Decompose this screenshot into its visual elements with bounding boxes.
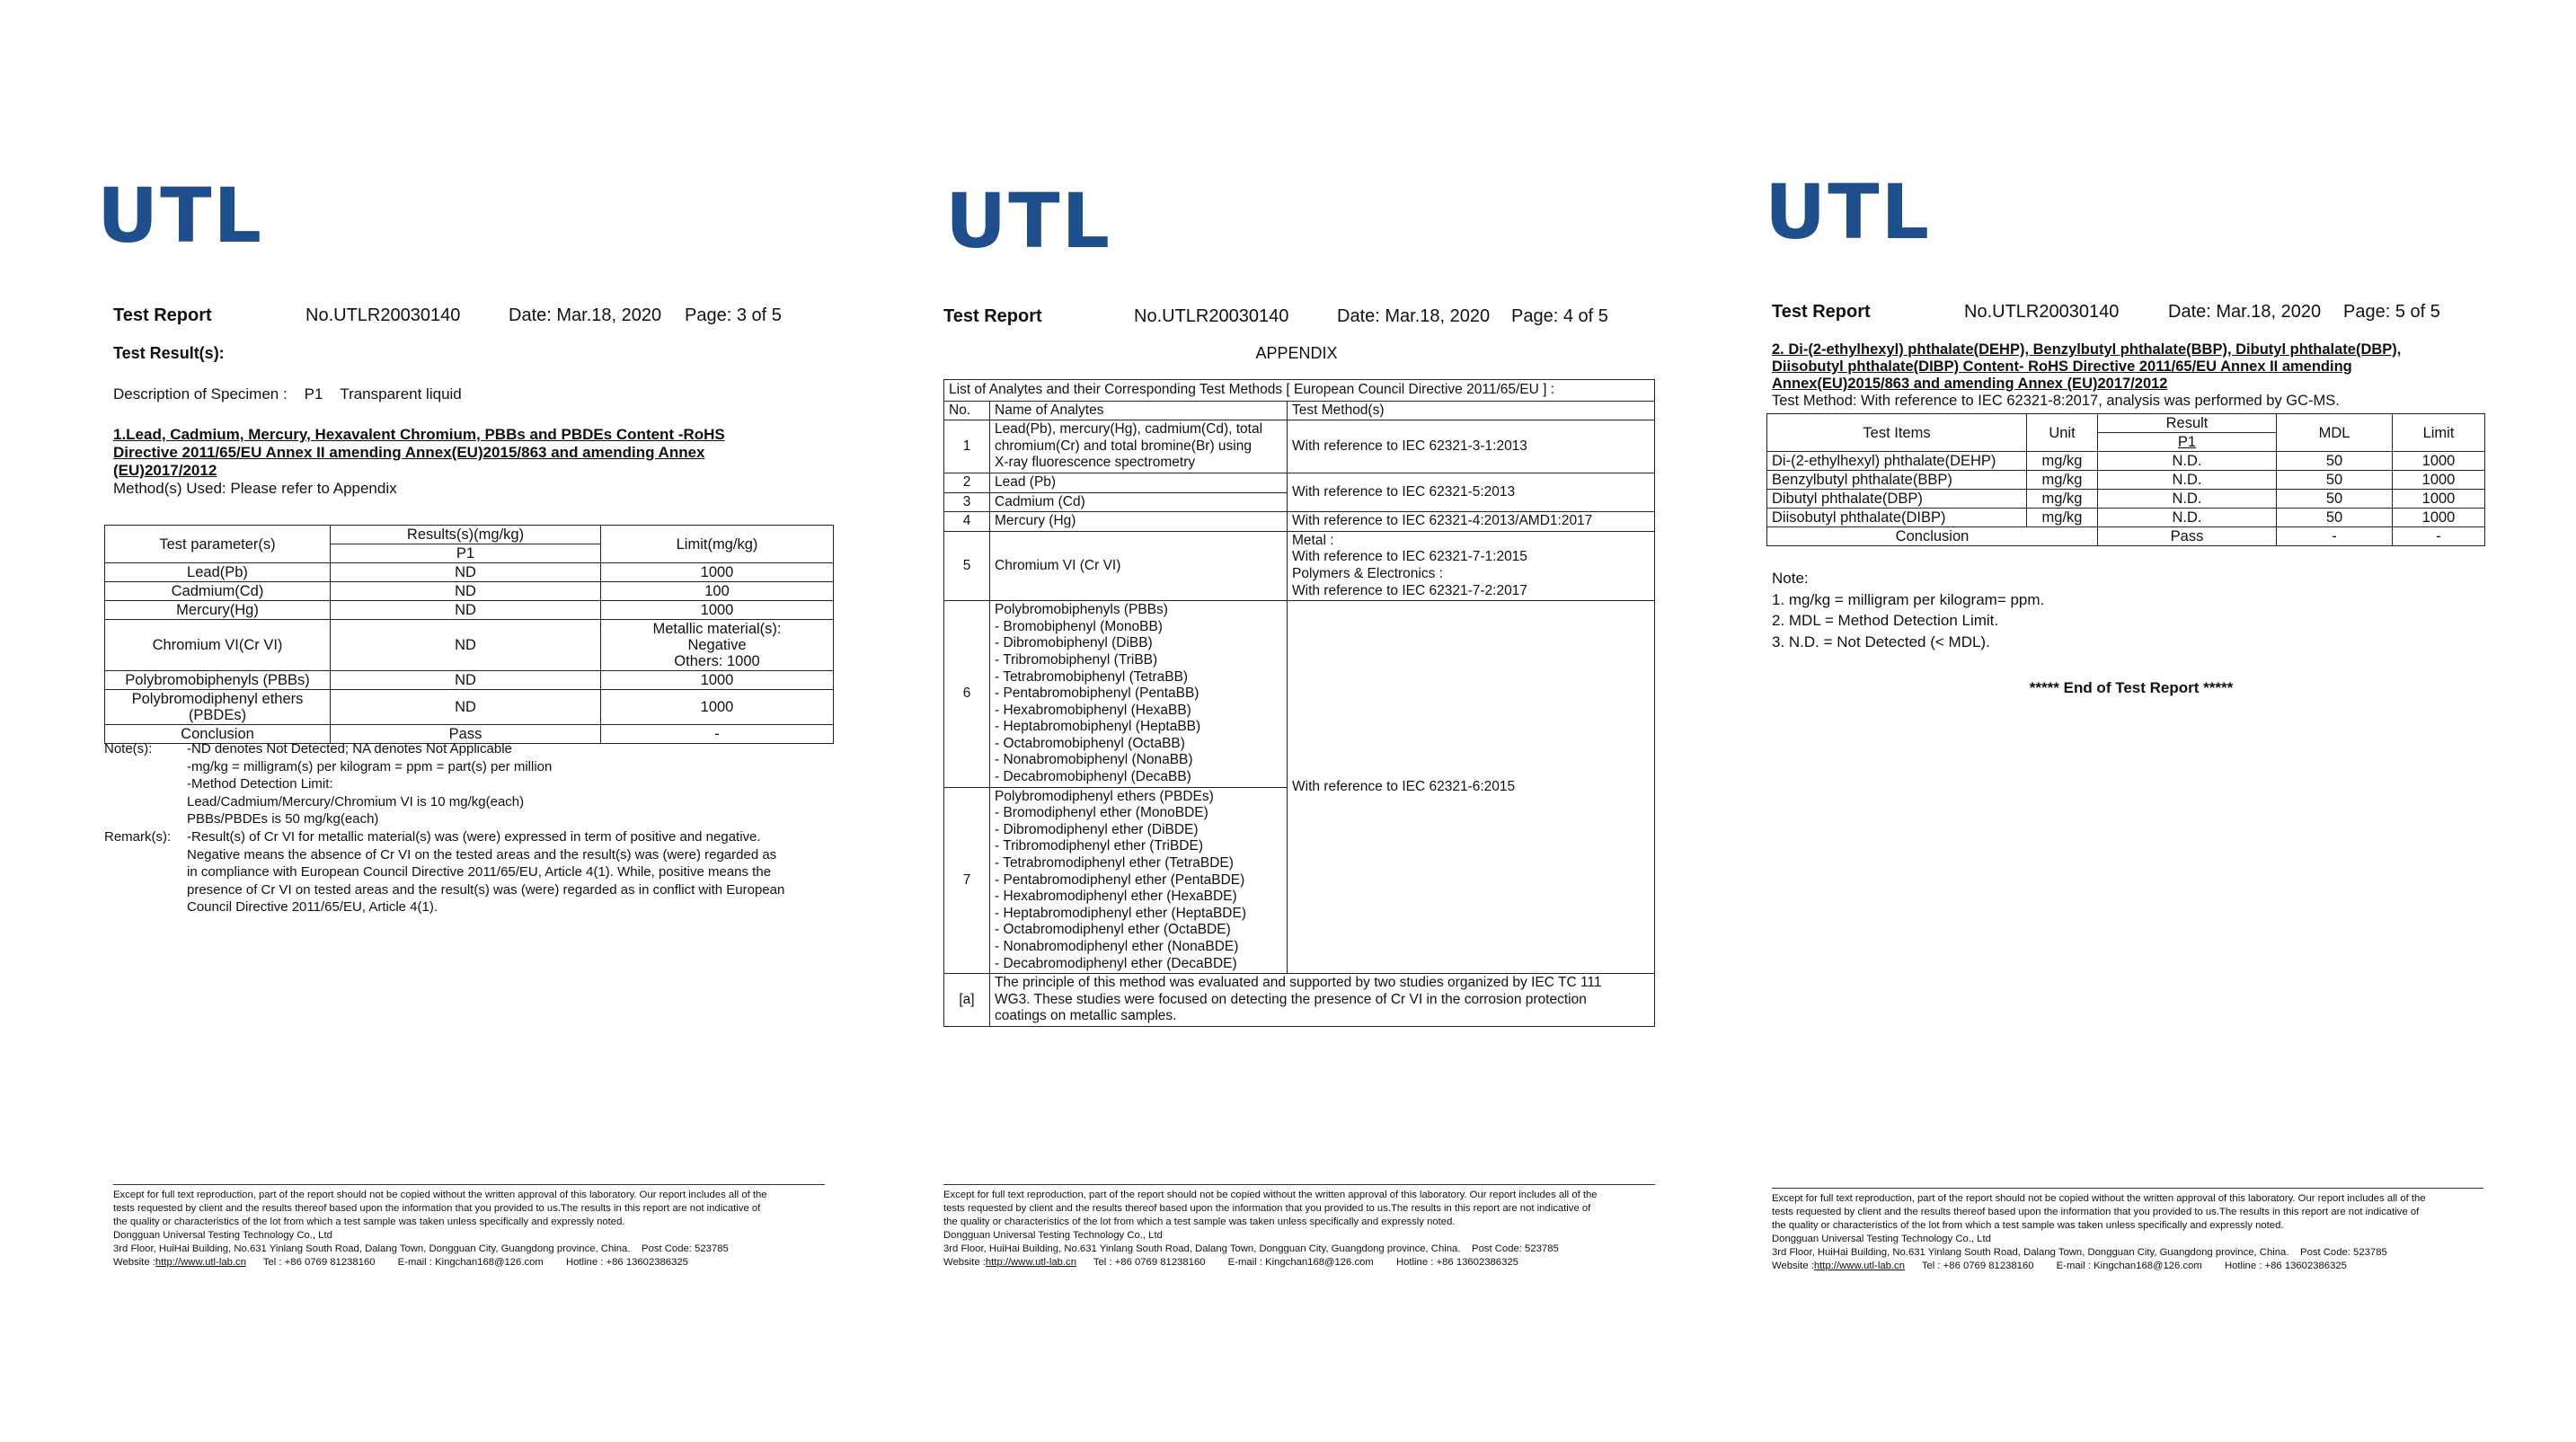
unit-cell: mg/kg bbox=[2027, 452, 2098, 471]
list-item: Polybromodiphenyl ethers (PBDEs) bbox=[995, 788, 1214, 804]
analyte-line: Lead(Pb), mercury(Hg), cadmium(Cd), total bbox=[995, 421, 1263, 438]
table-row bbox=[1767, 490, 2485, 509]
param-cell: Conclusion bbox=[105, 725, 331, 744]
list-item: - Bromobiphenyl (MonoBB) bbox=[995, 618, 1163, 634]
table-row bbox=[105, 690, 834, 725]
report-date: Date: Mar.18, 2020 bbox=[509, 305, 662, 325]
footer-website-link[interactable]: http://www.utl-lab.cn bbox=[155, 1257, 246, 1268]
list-item: - Heptabromodiphenyl ether (HeptaBDE) bbox=[995, 905, 1246, 921]
header-results: Results(s)(mg/kg) bbox=[331, 526, 601, 544]
header-method: Test Method(s) bbox=[1288, 401, 1655, 420]
footer-company: Dongguan Universal Testing Technology Co., Ltd bbox=[113, 1230, 332, 1241]
utl-logo: UTL bbox=[97, 172, 264, 260]
footnote-text bbox=[990, 974, 1655, 1027]
result-cell: N.D. bbox=[2098, 490, 2277, 509]
footer-email: E-mail : Kingchan168@126.com bbox=[397, 1257, 544, 1268]
footer-website-label: Website : bbox=[1772, 1261, 1814, 1271]
table-row bbox=[105, 601, 834, 620]
page-header bbox=[113, 305, 782, 326]
limit-line: Metallic material(s): bbox=[652, 621, 782, 637]
footer-website-label: Website : bbox=[943, 1257, 986, 1268]
note-line: -mg/kg = milligram(s) per kilogram = ppm = part(s) per million bbox=[187, 758, 553, 774]
method-line: Polymers & Electronics : bbox=[1292, 565, 1443, 581]
footer-post-code: Post Code: 523785 bbox=[2300, 1247, 2387, 1258]
mdl-cell: 50 bbox=[2277, 490, 2393, 509]
analyte-cell: Cadmium (Cd) bbox=[990, 492, 1288, 512]
report-date: Date: Mar.18, 2020 bbox=[2168, 302, 2322, 322]
list-item: - Hexabromodiphenyl ether (HexaBDE) bbox=[995, 889, 1237, 905]
result-cell: N.D. bbox=[2098, 509, 2277, 527]
analytes-table bbox=[943, 379, 1655, 1027]
footer-disclaimer-line: tests requested by client and the results thereof based upon the information that you provided to us.The results in this report are not indicative of bbox=[113, 1203, 761, 1214]
specimen-id: P1 bbox=[304, 385, 323, 403]
footer-company: Dongguan Universal Testing Technology Co., Ltd bbox=[943, 1230, 1163, 1241]
footer-divider bbox=[113, 1184, 825, 1185]
method-used: Method(s) Used: Please refer to Appendix bbox=[113, 480, 397, 497]
conclusion-limit: - bbox=[2393, 527, 2485, 546]
list-item: - Tetrabromobiphenyl (TetraBB) bbox=[995, 668, 1189, 685]
phthalate-table bbox=[1766, 413, 2485, 546]
list-item: - Pentabromodiphenyl ether (PentaBDE) bbox=[995, 871, 1245, 888]
limit-cell: - bbox=[601, 725, 834, 744]
item-cell: Dibutyl phthalate(DBP) bbox=[1767, 490, 2027, 509]
analyte-cell bbox=[990, 420, 1288, 473]
param-cell: Cadmium(Cd) bbox=[105, 582, 331, 601]
limit-cell: 1000 bbox=[601, 563, 834, 582]
footer-tel: Tel : +86 0769 81238160 bbox=[1921, 1261, 2034, 1271]
footer-divider bbox=[1772, 1188, 2483, 1189]
end-of-report: ***** End of Test Report ***** bbox=[2029, 679, 2234, 696]
footer-website-link[interactable]: http://www.utl-lab.cn bbox=[1813, 1261, 1905, 1271]
table-row bbox=[105, 620, 834, 671]
list-item: - Hexabromobiphenyl (HexaBB) bbox=[995, 702, 1191, 718]
analyte-cell: Mercury (Hg) bbox=[990, 512, 1288, 532]
analyte-line: X-ray fluorescence spectrometry bbox=[995, 455, 1196, 471]
section-title-line: (EU)2017/2012 bbox=[113, 462, 217, 479]
report-page-5 bbox=[1763, 0, 2500, 1442]
page-header bbox=[1772, 302, 2440, 323]
limit-cell: 1000 bbox=[601, 671, 834, 690]
result-cell: N.D. bbox=[2098, 471, 2277, 490]
test-result-heading: Test Result(s): bbox=[113, 344, 225, 362]
conclusion-row bbox=[1767, 527, 2485, 546]
result-cell: ND bbox=[331, 601, 601, 620]
table-row: 2 Lead (Pb) With reference to IEC 62321-5:2013 bbox=[944, 473, 1655, 492]
specimen-description bbox=[113, 385, 462, 403]
note-line: 3. N.D. = Not Detected (< MDL). bbox=[1772, 633, 1990, 650]
remark-line: Council Directive 2011/65/EU, Article 4(1). bbox=[187, 899, 438, 916]
specimen-label: Description of Specimen : bbox=[113, 385, 288, 403]
specimen-desc: Transparent liquid bbox=[340, 385, 462, 403]
limit-cell: 1000 bbox=[2393, 452, 2485, 471]
header-result: Result bbox=[2098, 414, 2277, 433]
header-unit: Unit bbox=[2027, 414, 2098, 452]
limit-cell: 1000 bbox=[601, 601, 834, 620]
method-cell bbox=[1288, 531, 1655, 600]
list-item: - Tribromobiphenyl (TriBB) bbox=[995, 651, 1158, 668]
limit-cell bbox=[601, 620, 834, 671]
footer-disclaimer-line: Except for full text reproduction, part of the report should not be copied without the written approval of this laboratory. Our report includes all of the bbox=[113, 1190, 767, 1200]
footer-address: 3rd Floor, HuiHai Building, No.631 Yinlang South Road, Dalang Town, Dongguan City, Guangdong province, China. bbox=[113, 1243, 631, 1254]
section-title-line: Annex(EU)2015/863 and amending Annex (EU)2017/2012 bbox=[1772, 376, 2168, 392]
list-item: - Tribromodiphenyl ether (TriBDE) bbox=[995, 838, 1203, 854]
remark-line: Negative means the absence of Cr VI on the tested areas and the result(s) was (were) regarded as bbox=[187, 846, 777, 863]
list-item: - Decabromodiphenyl ether (DecaBDE) bbox=[995, 955, 1237, 971]
table-row: 5 Chromium VI (Cr VI) Metal : With reference to IEC 62321-7-1:2015 Polymers & Electronics : With reference to IEC 62321-7-2:2017 bbox=[944, 531, 1655, 600]
param-cell: Polybromobiphenyls (PBBs) bbox=[105, 671, 331, 690]
method-cell: With reference to IEC 62321-4:2013/AMD1:2017 bbox=[1288, 512, 1655, 532]
utl-logo: UTL bbox=[945, 177, 1112, 265]
section-title-line: Diisobutyl phthalate(DIBP) Content- RoHS Directive 2011/65/EU Annex II amending bbox=[1772, 358, 2352, 375]
note-line: 1. mg/kg = milligram per kilogram= ppm. bbox=[1772, 590, 2045, 608]
footer-email: E-mail : Kingchan168@126.com bbox=[1227, 1257, 1374, 1268]
header-limit: Limit(mg/kg) bbox=[601, 526, 834, 563]
footer-disclaimer-line: the quality or characteristics of the lot from which a test sample was taken unless specifically and expressly noted. bbox=[943, 1216, 1456, 1227]
table-caption: List of Analytes and their Corresponding Test Methods [ European Council Directive 2011/65/EU ] : bbox=[944, 380, 1655, 402]
note-line: PBBs/PBDEs is 50 mg/kg(each) bbox=[187, 811, 379, 827]
remark-line: in compliance with European Council Directive 2011/65/EU, Article 4(1). While, positive means the bbox=[187, 864, 772, 880]
list-item: - Bromodiphenyl ether (MonoBDE) bbox=[995, 805, 1208, 821]
footer-post-code: Post Code: 523785 bbox=[1472, 1243, 1559, 1254]
footer-hotline: Hotline : +86 13602386325 bbox=[1395, 1257, 1518, 1268]
remark-line: presence of Cr VI on tested areas and the result(s) was (were) regarded as in conflict with European bbox=[187, 881, 785, 898]
analyte-line: chromium(Cr) and total bromine(Br) using bbox=[995, 438, 1252, 454]
page-footer bbox=[113, 1184, 825, 1269]
footer-disclaimer-line: Except for full text reproduction, part of the report should not be copied without the written approval of this laboratory. Our report includes all of the bbox=[1772, 1193, 2426, 1204]
notes-block bbox=[104, 740, 850, 916]
footer-website-link[interactable]: http://www.utl-lab.cn bbox=[985, 1257, 1076, 1268]
method-cell: With reference to IEC 62321-5:2013 bbox=[1288, 473, 1655, 511]
page-number: Page: 5 of 5 bbox=[2343, 302, 2440, 322]
remark-line: -Result(s) of Cr VI for metallic material(s) was (were) expressed in term of positive and negative. bbox=[187, 828, 761, 845]
param-cell: Lead(Pb) bbox=[105, 563, 331, 582]
page-footer bbox=[1772, 1188, 2483, 1273]
appendix-title: APPENDIX bbox=[1255, 344, 1338, 362]
note-line: 2. MDL = Method Detection Limit. bbox=[1772, 612, 1999, 629]
limit-line: Others: 1000 bbox=[674, 653, 760, 669]
footer-tel: Tel : +86 0769 81238160 bbox=[1093, 1257, 1206, 1268]
method-cell: With reference to IEC 62321-3-1:2013 bbox=[1288, 420, 1655, 473]
limit-cell: 1000 bbox=[2393, 509, 2485, 527]
mdl-cell: 50 bbox=[2277, 471, 2393, 490]
item-cell: Benzylbutyl phthalate(BBP) bbox=[1767, 471, 2027, 490]
param-line: Polybromodiphenyl ethers bbox=[131, 691, 304, 707]
results-table bbox=[104, 525, 834, 744]
item-cell: Diisobutyl phthalate(DIBP) bbox=[1767, 509, 2027, 527]
table-row bbox=[105, 582, 834, 601]
note-line: Lead/Cadmium/Mercury/Chromium VI is 10 mg/kg(each) bbox=[187, 793, 525, 809]
result-cell: ND bbox=[331, 671, 601, 690]
page-footer bbox=[943, 1184, 1655, 1269]
table-row: 1 Lead(Pb), mercury(Hg), cadmium(Cd), total chromium(Cr) and total bromine(Br) using X-ray fluorescence spectrometry With reference to IEC 62321-3-1:2013 bbox=[944, 420, 1655, 473]
result-cell: N.D. bbox=[2098, 452, 2277, 471]
report-number: No.UTLR20030140 bbox=[305, 305, 461, 325]
report-page-4 bbox=[940, 0, 1659, 1442]
limit-cell: 100 bbox=[601, 582, 834, 601]
table-row: 4 Mercury (Hg) With reference to IEC 62321-4:2013/AMD1:2017 bbox=[944, 512, 1655, 532]
result-cell: ND bbox=[331, 620, 601, 671]
header-test-items: Test Items bbox=[1767, 414, 2027, 452]
list-item: - Octabromobiphenyl (OctaBB) bbox=[995, 735, 1185, 751]
list-item: - Dibromodiphenyl ether (DiBDE) bbox=[995, 821, 1199, 837]
note-line: -Method Detection Limit: bbox=[187, 776, 333, 792]
table-row bbox=[105, 671, 834, 690]
method-line: Metal : bbox=[1292, 532, 1334, 548]
param-line: (PBDEs) bbox=[188, 707, 247, 723]
list-item: Polybromobiphenyls (PBBs) bbox=[995, 602, 1168, 618]
footer-disclaimer-line: the quality or characteristics of the lot from which a test sample was taken unless specifically and expressly noted. bbox=[113, 1216, 625, 1227]
table-row bbox=[1767, 471, 2485, 490]
unit-cell: mg/kg bbox=[2027, 490, 2098, 509]
list-item: - Nonabromobiphenyl (NonaBB) bbox=[995, 752, 1193, 768]
footnote-row bbox=[944, 974, 1655, 1027]
table-row bbox=[1767, 452, 2485, 471]
item-cell: Di-(2-ethylhexyl) phthalate(DEHP) bbox=[1767, 452, 2027, 471]
section-title-line: 2. Di-(2-ethylhexyl) phthalate(DEHP), Benzylbutyl phthalate(BBP), Dibutyl phthalate(DBP), bbox=[1772, 341, 2402, 358]
table-row: 6 Polybromobiphenyls (PBBs) - Bromobiphenyl (MonoBB) - Dibromobiphenyl (DiBB) - Tribromobiphenyl (TriBB) - Tetrabromobiphenyl (TetraBB) - Pentabromobiphenyl (PentaBB) - Hexabromobiphenyl (HexaBB) - Heptabromobiphenyl (HeptaBB) - Octabromobiphenyl (OctaBB) - Nonabromobiphenyl (NonaBB) - Decabromobiphenyl (DecaBB) With reference to IEC 62321-6:2015 bbox=[944, 601, 1655, 788]
analyte-list bbox=[990, 787, 1288, 974]
page-header bbox=[943, 306, 1608, 327]
list-item: - Heptabromobiphenyl (HeptaBB) bbox=[995, 719, 1201, 735]
result-cell: Pass bbox=[331, 725, 601, 744]
footer-email: E-mail : Kingchan168@126.com bbox=[2056, 1261, 2202, 1271]
list-item: - Nonabromodiphenyl ether (NonaBDE) bbox=[995, 939, 1239, 954]
list-item: - Decabromobiphenyl (DecaBB) bbox=[995, 769, 1191, 785]
utl-logo: UTL bbox=[1765, 168, 1932, 256]
table-row: 7 Polybromodiphenyl ethers (PBDEs) - Bromodiphenyl ether (MonoBDE) - Dibromodiphenyl ether (DiBDE) - Tribromodiphenyl ether (TriBDE) - Tetrabromodiphenyl ether (TetraBDE) - Pentabromodiphenyl ether (PentaBDE) - Hexabromodiphenyl ether (HexaBDE) - Heptabromodiphenyl ether (HeptaBDE) - Octabromodiphenyl ether (OctaBDE) - Nonabromodiphenyl ether (NonaBDE) - Decabromodiphenyl ether (DecaBDE) bbox=[944, 787, 1655, 974]
limit-cell: 1000 bbox=[2393, 471, 2485, 490]
test-method: Test Method: With reference to IEC 62321-8:2017, analysis was performed by GC-MS. bbox=[1772, 393, 2340, 409]
param-cell bbox=[105, 690, 331, 725]
limit-line: Negative bbox=[687, 637, 747, 653]
remarks-label: Remark(s): bbox=[104, 828, 172, 845]
footnote-line: WG3. These studies were focused on detecting the presence of Cr VI in the corrosion protection bbox=[995, 991, 1587, 1007]
mdl-cell: 50 bbox=[2277, 452, 2393, 471]
section-title bbox=[1772, 341, 2401, 410]
footer-hotline: Hotline : +86 13602386325 bbox=[565, 1257, 688, 1268]
footnote-line: coatings on metallic samples. bbox=[995, 1008, 1177, 1024]
page-number: Page: 4 of 5 bbox=[1511, 306, 1608, 326]
section-title bbox=[113, 426, 725, 498]
unit-cell: mg/kg bbox=[2027, 471, 2098, 490]
note-line: -ND denotes Not Detected; NA denotes Not Applicable bbox=[187, 741, 512, 756]
report-label: Test Report bbox=[113, 305, 212, 325]
report-page-3 bbox=[93, 0, 848, 1442]
param-cell: Chromium VI(Cr VI) bbox=[105, 620, 331, 671]
header-p1: P1 bbox=[331, 544, 601, 563]
method-cell: With reference to IEC 62321-6:2015 bbox=[1288, 601, 1655, 974]
conclusion-mdl: - bbox=[2277, 527, 2393, 546]
limit-cell: 1000 bbox=[2393, 490, 2485, 509]
list-item: - Dibromobiphenyl (DiBB) bbox=[995, 635, 1153, 651]
mdl-cell: 50 bbox=[2277, 509, 2393, 527]
result-cell: ND bbox=[331, 690, 601, 725]
result-cell: ND bbox=[331, 582, 601, 601]
method-line: With reference to IEC 62321-7-1:2015 bbox=[1292, 549, 1527, 565]
analyte-cell: Lead (Pb) bbox=[990, 473, 1288, 492]
footer-disclaimer-line: tests requested by client and the results thereof based upon the information that you provided to us.The results in this report are not indicative of bbox=[1772, 1207, 2420, 1217]
analyte-cell: Chromium VI (Cr VI) bbox=[990, 531, 1288, 600]
header-test-parameter: Test parameter(s) bbox=[105, 526, 331, 563]
header-p1: P1 bbox=[2098, 433, 2277, 452]
footer-website-label: Website : bbox=[113, 1257, 155, 1268]
notes-label: Note(s): bbox=[104, 741, 153, 756]
section-title-line: Directive 2011/65/EU Annex II amending Annex(EU)2015/863 and amending Annex bbox=[113, 444, 705, 461]
conclusion-result: Pass bbox=[2098, 527, 2277, 546]
footer-disclaimer-line: the quality or characteristics of the lot from which a test sample was taken unless specifically and expressly noted. bbox=[1772, 1220, 2284, 1231]
footer-tel: Tel : +86 0769 81238160 bbox=[262, 1257, 376, 1268]
report-number: No.UTLR20030140 bbox=[1964, 302, 2120, 322]
analyte-list bbox=[990, 601, 1288, 788]
section-title-line: 1.Lead, Cadmium, Mercury, Hexavalent Chromium, PBBs and PBDEs Content -RoHS bbox=[113, 426, 725, 443]
page-number: Page: 3 of 5 bbox=[685, 305, 782, 325]
table-row bbox=[105, 563, 834, 582]
table-row bbox=[1767, 509, 2485, 527]
list-item: - Tetrabromodiphenyl ether (TetraBDE) bbox=[995, 855, 1234, 871]
footer-address: 3rd Floor, HuiHai Building, No.631 Yinlang South Road, Dalang Town, Dongguan City, Guangdong province, China. bbox=[943, 1243, 1461, 1254]
param-cell: Mercury(Hg) bbox=[105, 601, 331, 620]
conclusion-label: Conclusion bbox=[1767, 527, 2098, 546]
report-date: Date: Mar.18, 2020 bbox=[1337, 306, 1491, 326]
report-number: No.UTLR20030140 bbox=[1134, 306, 1289, 326]
header-limit: Limit bbox=[2393, 414, 2485, 452]
limit-cell: 1000 bbox=[601, 690, 834, 725]
unit-cell: mg/kg bbox=[2027, 509, 2098, 527]
footer-divider bbox=[943, 1184, 1655, 1185]
method-line: With reference to IEC 62321-7-2:2017 bbox=[1292, 582, 1527, 598]
footer-address: 3rd Floor, HuiHai Building, No.631 Yinlang South Road, Dalang Town, Dongguan City, Guangdong province, China. bbox=[1772, 1247, 2289, 1258]
result-cell: ND bbox=[331, 563, 601, 582]
footer-company: Dongguan Universal Testing Technology Co., Ltd bbox=[1772, 1234, 1991, 1244]
footnote-marker: [a] bbox=[944, 974, 990, 1027]
header-no: No. bbox=[944, 401, 990, 420]
footnote-line: The principle of this method was evaluated and supported by two studies organized by IEC TC 111 bbox=[995, 975, 1602, 991]
header-mdl: MDL bbox=[2277, 414, 2393, 452]
notes-label: Note: bbox=[1772, 570, 1809, 587]
notes-block bbox=[1772, 568, 2044, 652]
footer-disclaimer-line: Except for full text reproduction, part of the report should not be copied without the written approval of this laboratory. Our report includes all of the bbox=[943, 1190, 1598, 1200]
footer-disclaimer-line: tests requested by client and the results thereof based upon the information that you provided to us.The results in this report are not indicative of bbox=[943, 1203, 1591, 1214]
footer-hotline: Hotline : +86 13602386325 bbox=[2224, 1261, 2347, 1271]
report-label: Test Report bbox=[1772, 302, 1871, 322]
footer-post-code: Post Code: 523785 bbox=[642, 1243, 729, 1254]
header-analytes: Name of Analytes bbox=[990, 401, 1288, 420]
report-label: Test Report bbox=[943, 306, 1042, 326]
list-item: - Octabromodiphenyl ether (OctaBDE) bbox=[995, 922, 1231, 938]
table-row: 3 Cadmium (Cd) bbox=[944, 492, 1655, 512]
list-item: - Pentabromobiphenyl (PentaBB) bbox=[995, 686, 1199, 702]
